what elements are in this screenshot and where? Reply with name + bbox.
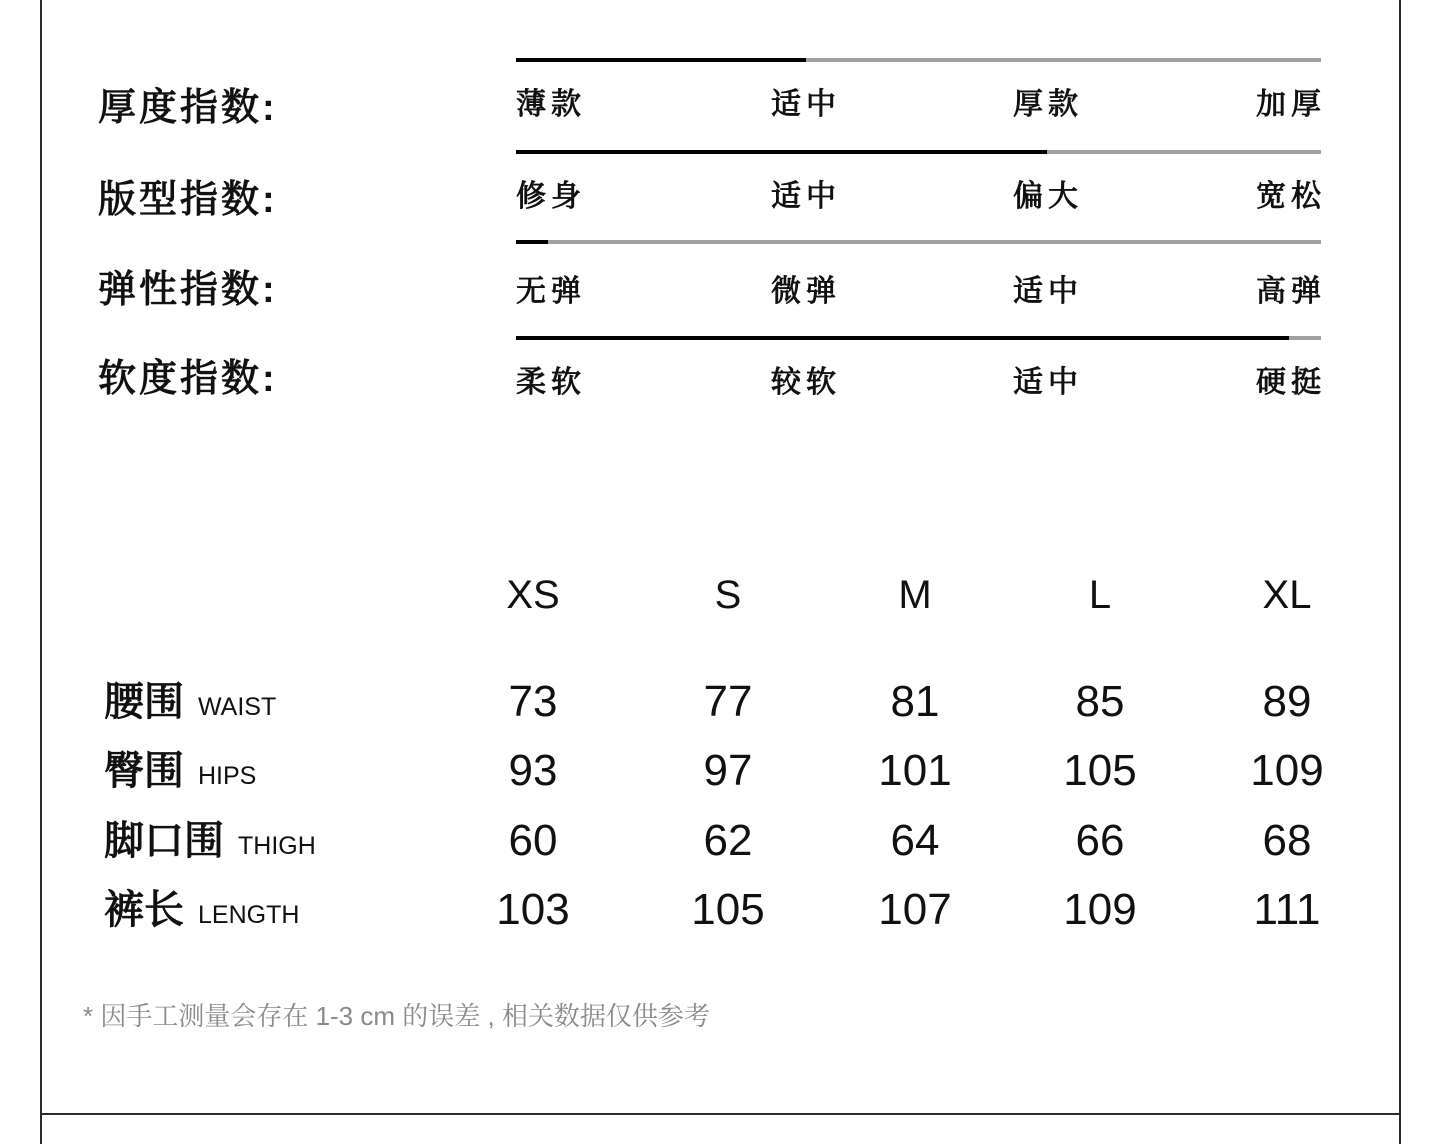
size-header-l: L (1088, 573, 1112, 617)
thigh-row (0, 816, 1440, 865)
elasticity-index-row (0, 240, 1440, 330)
thigh-value-s: 62 (703, 816, 753, 865)
thigh-value-xl: 68 (1262, 816, 1312, 865)
thickness-options (516, 88, 1326, 121)
fit-index-row (0, 150, 1440, 240)
length-label: 裤长 (104, 888, 184, 932)
fit-option-regular: 适中 (771, 180, 841, 213)
softness-index-row (0, 336, 1440, 426)
waist-value-xs: 73 (508, 677, 558, 726)
softness-option-medium: 适中 (1013, 366, 1083, 399)
hips-label-en: HIPS (198, 762, 257, 790)
thigh-value-xs: 60 (508, 816, 558, 865)
softness-option-soft: 柔软 (516, 366, 586, 399)
length-value-xs: 103 (496, 885, 570, 934)
length-value-s: 105 (691, 885, 765, 934)
waist-row (0, 677, 1440, 726)
frame-bottom-border (40, 1113, 1401, 1115)
waist-value-m: 81 (890, 677, 940, 726)
fit-option-slim: 修身 (516, 180, 586, 213)
softness-options (516, 366, 1326, 399)
hips-label: 臀围 (104, 749, 184, 793)
length-row-label (104, 888, 299, 932)
thigh-value-m: 64 (890, 816, 940, 865)
fit-gauge-fill (516, 150, 1047, 154)
thigh-row-label (104, 819, 316, 863)
fit-gauge-bar (516, 150, 1321, 154)
thickness-index-row (0, 58, 1440, 148)
fit-option-loose: 宽松 (1256, 180, 1326, 213)
hips-value-xl: 109 (1250, 746, 1324, 795)
thickness-option-thick: 厚款 (1013, 88, 1083, 121)
elasticity-index-label: 弹性指数: (98, 269, 278, 311)
length-value-xl: 111 (1253, 885, 1321, 934)
length-row (0, 885, 1440, 934)
waist-row-label (104, 680, 276, 724)
elasticity-option-slight: 微弹 (771, 275, 841, 308)
fit-options (516, 180, 1326, 213)
elasticity-gauge-fill (516, 240, 548, 244)
elasticity-gauge-bar (516, 240, 1321, 244)
fit-option-relaxed: 偏大 (1013, 180, 1083, 213)
thickness-option-extra-thick: 加厚 (1256, 88, 1326, 121)
elasticity-option-high: 高弹 (1256, 275, 1326, 308)
softness-gauge-bar (516, 336, 1321, 340)
thickness-gauge-bar (516, 58, 1321, 62)
hips-value-m: 101 (878, 746, 952, 795)
hips-value-l: 105 (1063, 746, 1137, 795)
size-header-row (0, 575, 1440, 615)
length-value-l: 109 (1063, 885, 1137, 934)
fit-index-label: 版型指数: (98, 179, 278, 221)
hips-value-xs: 93 (508, 746, 558, 795)
thickness-option-thin: 薄款 (516, 88, 586, 121)
waist-label-en: WAIST (198, 693, 277, 721)
waist-value-xl: 89 (1262, 677, 1312, 726)
hips-row (0, 746, 1440, 795)
size-header-m: M (898, 573, 932, 617)
softness-gauge-fill (516, 336, 1289, 340)
softness-index-label: 软度指数: (98, 358, 278, 400)
elasticity-option-none: 无弹 (516, 275, 586, 308)
length-label-en: LENGTH (198, 901, 300, 929)
size-header-s: S (714, 573, 742, 617)
softness-option-fairly-soft: 较软 (771, 366, 841, 399)
thigh-label: 脚口围 (104, 819, 224, 863)
thigh-value-l: 66 (1075, 816, 1125, 865)
waist-value-l: 85 (1075, 677, 1125, 726)
elasticity-options (516, 275, 1326, 308)
thigh-label-en: THIGH (238, 832, 316, 860)
measurement-footnote: * 因手工测量会存在 1-3 cm 的误差 , 相关数据仅供参考 (83, 1001, 710, 1031)
waist-value-s: 77 (703, 677, 753, 726)
hips-row-label (104, 749, 256, 793)
length-value-m: 107 (878, 885, 952, 934)
size-header-xl: XL (1262, 573, 1312, 617)
thickness-option-medium: 适中 (771, 88, 841, 121)
waist-label: 腰围 (104, 680, 184, 724)
size-header-xs: XS (506, 573, 560, 617)
thickness-gauge-fill (516, 58, 806, 62)
hips-value-s: 97 (703, 746, 753, 795)
elasticity-option-medium: 适中 (1013, 275, 1083, 308)
softness-option-stiff: 硬挺 (1256, 366, 1326, 399)
thickness-index-label: 厚度指数: (98, 87, 278, 129)
